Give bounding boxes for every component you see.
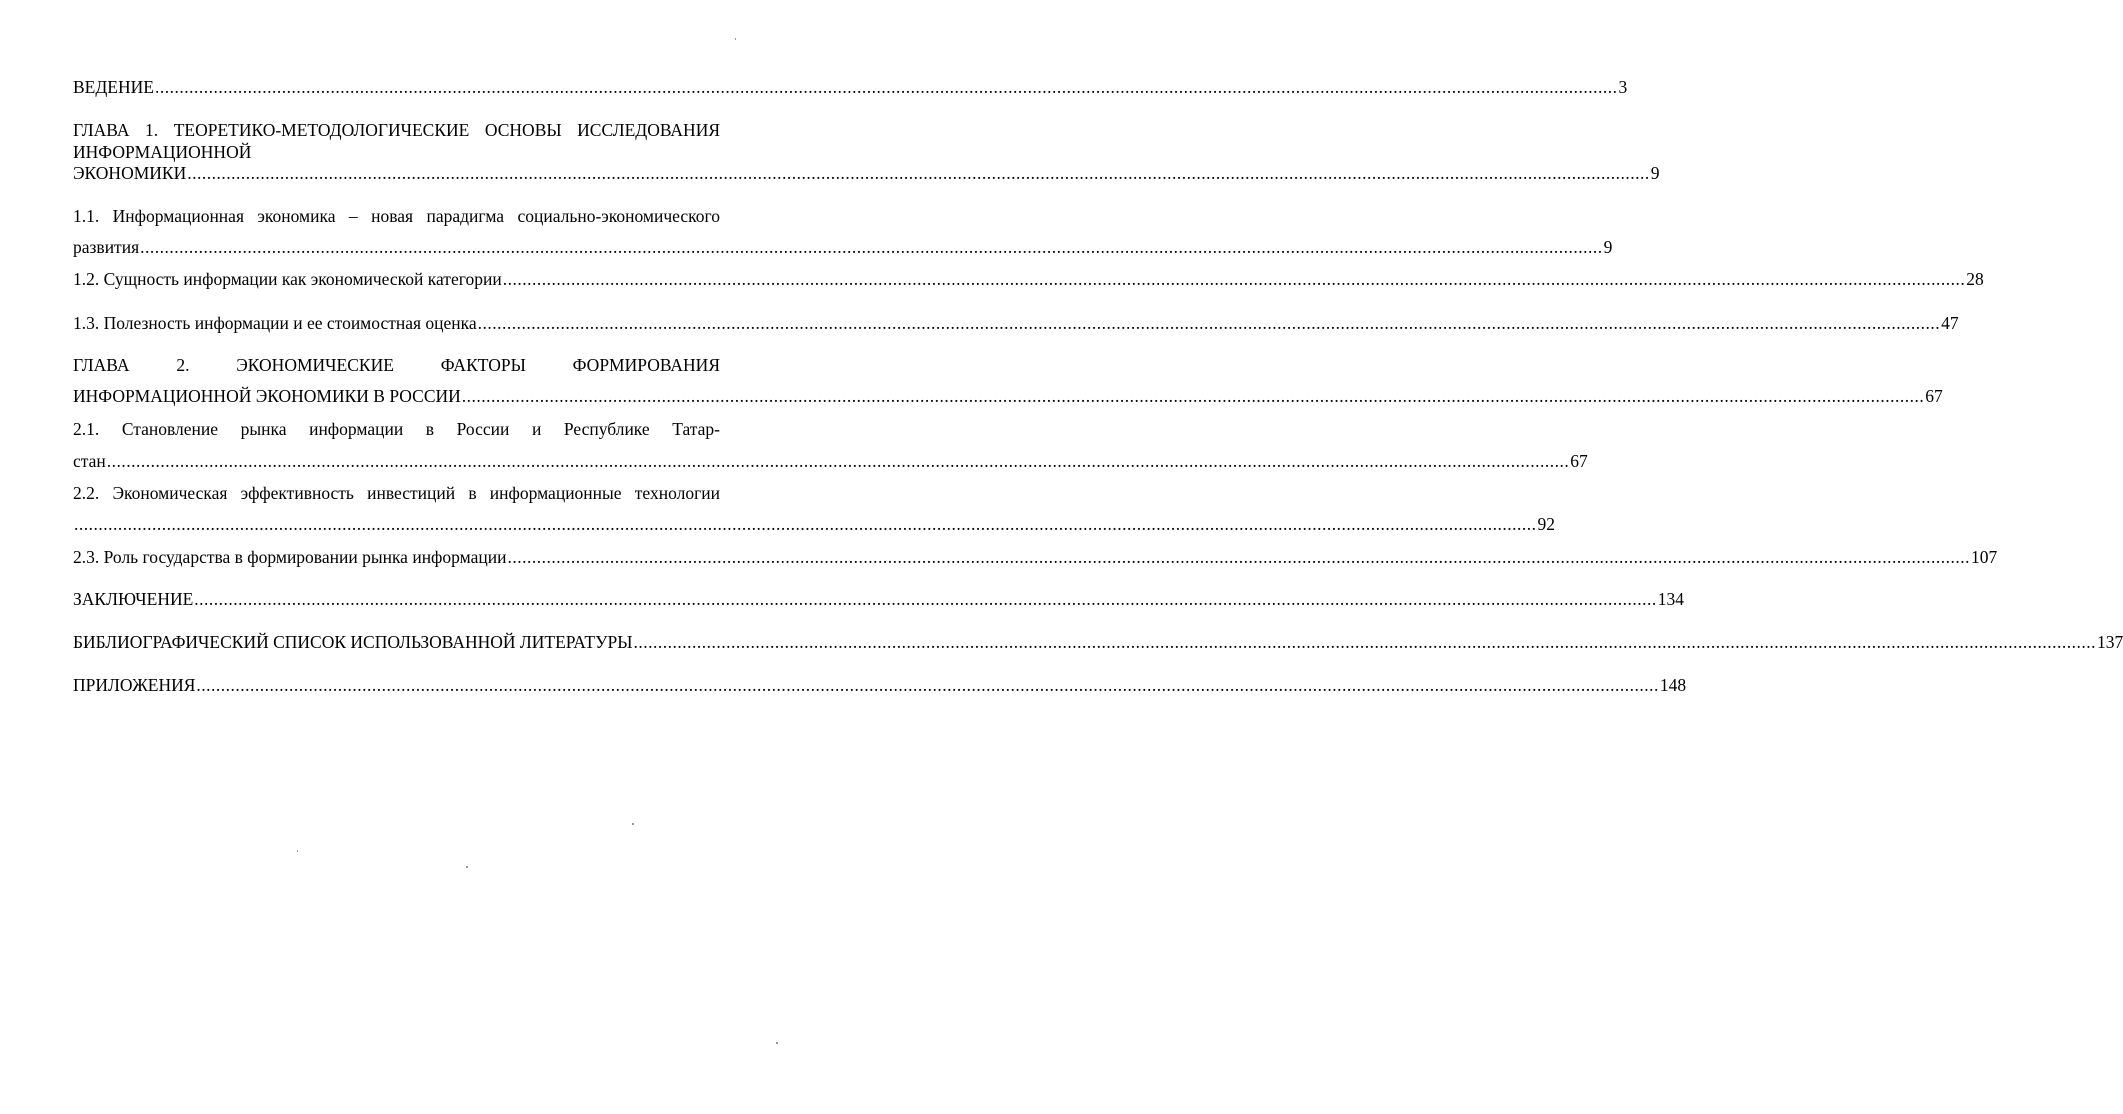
toc-chapter-1-title-line2 (73, 142, 720, 162)
leader-dots: ............................................................................................................................................................................................................................................................................................................ (74, 514, 1537, 534)
toc-page-number: 47 (1941, 313, 1959, 333)
toc-entry-section-1-1 (73, 237, 1613, 257)
leader-dots: ............................................................................................................................................................................................................................................................................................................ (461, 386, 1925, 406)
toc-page-number: 28 (1966, 269, 1984, 289)
scan-speck (466, 866, 468, 868)
leader-dots: ............................................................................................................................................................................................................................................................................................................ (633, 632, 2096, 652)
toc-page-number: 3 (1618, 77, 1628, 97)
toc-page-number: 92 (1537, 514, 1555, 534)
leader-dots: ............................................................................................................................................................................................................................................................................................................ (140, 237, 1603, 257)
toc-entry-chapter-2 (73, 386, 1943, 406)
toc-page-number: 9 (1603, 237, 1613, 257)
leader-dots: ............................................................................................................................................................................................................................................................................................................ (154, 77, 1618, 97)
toc-entry-label: стан (73, 451, 106, 471)
toc-entry-label: ИНФОРМАЦИОННОЙ ЭКОНОМИКИ В РОССИИ (73, 386, 461, 406)
toc-page-number: 67 (1925, 386, 1943, 406)
toc-entry-chapter-1 (73, 163, 1660, 183)
toc-entry-label: ИНФОРМАЦИОННОЙ (73, 142, 252, 162)
toc-entry-conclusion (73, 589, 1685, 609)
leader-dots: ............................................................................................................................................................................................................................................................................................................ (502, 269, 1966, 289)
toc-entry-label: ЭКОНОМИКИ (73, 163, 187, 183)
toc-entry-label: ГЛАВА 2. ЭКОНОМИЧЕСКИЕ ФАКТОРЫ ФОРМИРОВАНИЯ (73, 355, 720, 375)
toc-page-number: 107 (1970, 547, 1998, 567)
toc-entry-section-2-2 (73, 514, 1555, 534)
toc-entry-label: развития (73, 237, 140, 257)
toc-entry-label: 2.2. Экономическая эффективность инвестиций в информационные технологии (73, 483, 720, 503)
toc-entry-section-2-3 (73, 547, 1998, 567)
toc-entry-label: БИБЛИОГРАФИЧЕСКИЙ СПИСОК ИСПОЛЬЗОВАННОЙ ЛИТЕРАТУРЫ (73, 632, 633, 652)
leader-dots: ............................................................................................................................................................................................................................................................................................................ (196, 675, 1659, 695)
toc-entry-label: 2.3. Роль государства в формировании рынка информации (73, 547, 507, 567)
leader-dots: ............................................................................................................................................................................................................................................................................................................ (507, 547, 1970, 567)
toc-section-2-1-line1 (73, 419, 720, 439)
toc-section-2-2-line1 (73, 483, 720, 503)
scan-speck (297, 850, 298, 852)
leader-dots: ............................................................................................................................................................................................................................................................................................................ (194, 589, 1657, 609)
toc-page-number: 137 (2096, 632, 2123, 652)
toc-entry-bibliography (73, 632, 2123, 652)
leader-dots: ............................................................................................................................................................................................................................................................................................................ (477, 313, 1941, 333)
scan-speck (632, 823, 634, 825)
toc-entry-label: ЗАКЛЮЧЕНИЕ (73, 589, 194, 609)
scan-speck (776, 1042, 778, 1044)
toc-entry-label: 1.3. Полезность информации и ее стоимостная оценка (73, 313, 477, 333)
scan-speck (735, 38, 736, 40)
toc-entry-label: ВЕДЕНИЕ (73, 77, 154, 97)
toc-entry-section-1-3 (73, 313, 1959, 333)
toc-entry-section-2-1 (73, 451, 1588, 471)
toc-entry-appendix (73, 675, 1687, 695)
toc-page-number: 9 (1650, 163, 1660, 183)
toc-entry-label: ГЛАВА 1. ТЕОРЕТИКО-МЕТОДОЛОГИЧЕСКИЕ ОСНОВЫ ИССЛЕДОВАНИЯ (73, 120, 720, 140)
toc-entry-section-1-2 (73, 269, 1984, 289)
toc-page-number: 67 (1570, 451, 1588, 471)
toc-entry-label: 1.2. Сущность информации как экономической категории (73, 269, 502, 289)
leader-dots: ............................................................................................................................................................................................................................................................................................................ (106, 451, 1570, 471)
toc-page-number: 148 (1659, 675, 1687, 695)
toc-entry-label: ПРИЛОЖЕНИЯ (73, 675, 196, 695)
toc-entry-label: 2.1. Становление рынка информации в России и Республике Татар- (73, 419, 720, 439)
toc-page-number: 134 (1657, 589, 1685, 609)
toc-chapter-2-title-line1 (73, 355, 720, 375)
toc-chapter-1-title-line1 (73, 120, 720, 140)
toc-entry-intro (73, 77, 1628, 97)
leader-dots: ............................................................................................................................................................................................................................................................................................................ (187, 163, 1650, 183)
toc-section-1-1-line1 (73, 206, 720, 226)
toc-entry-label: 1.1. Информационная экономика – новая парадигма социально-экономического (73, 206, 720, 226)
